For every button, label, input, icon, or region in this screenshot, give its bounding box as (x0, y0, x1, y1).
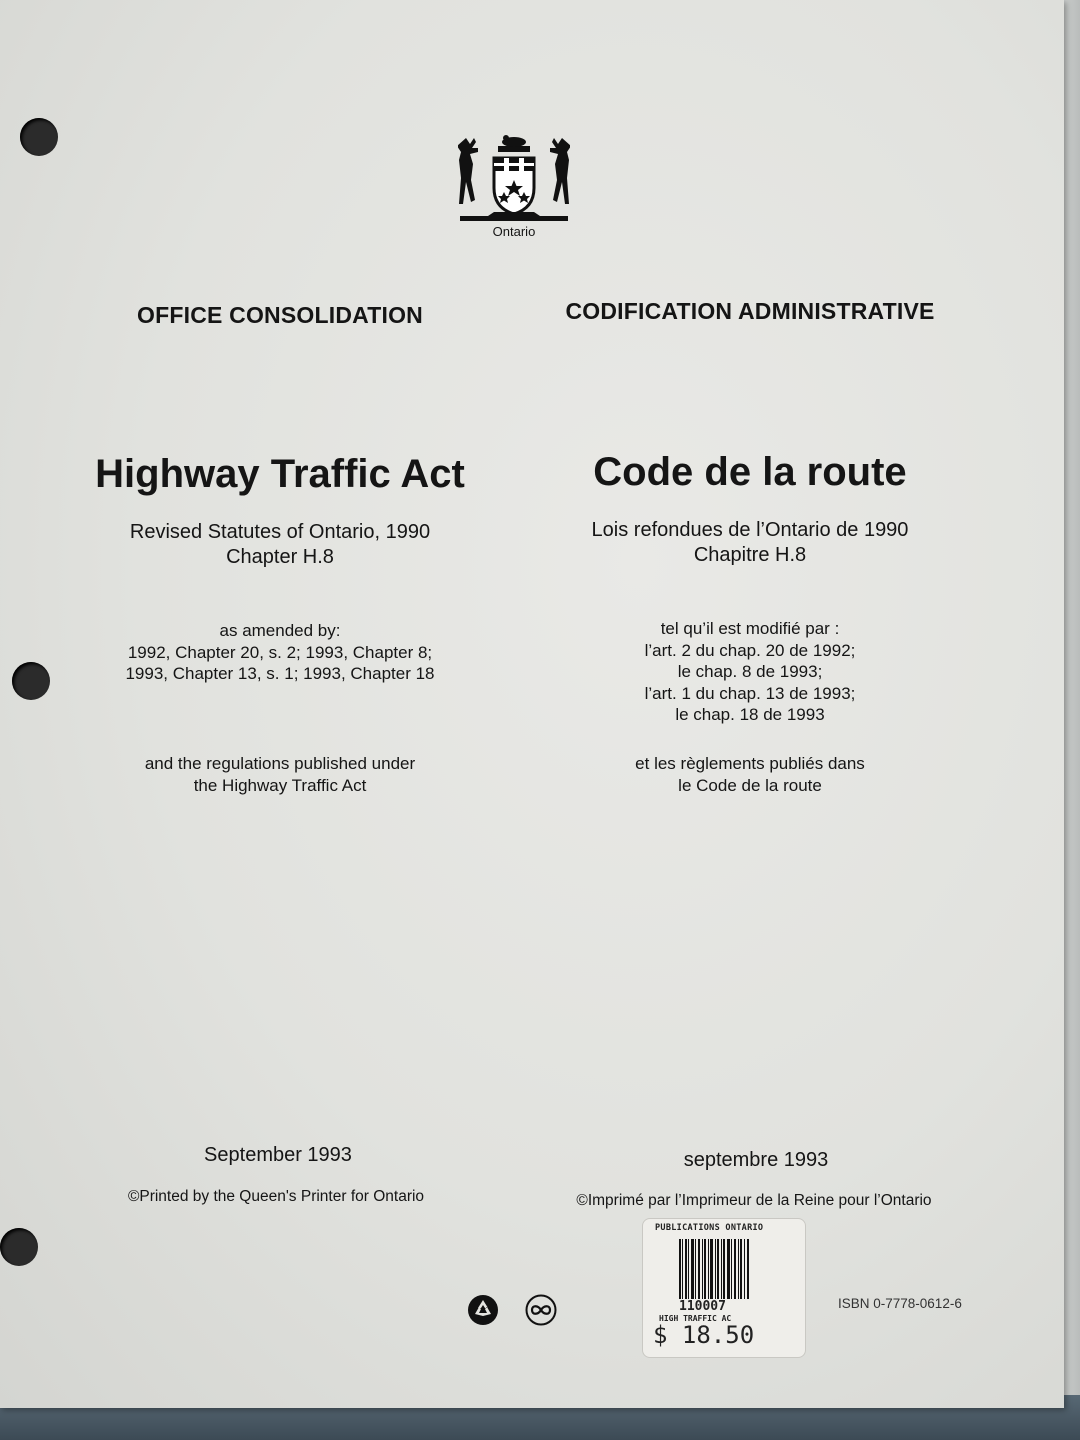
english-printer-credit: ©Printed by the Queen's Printer for Ontario (127, 1188, 425, 1205)
english-amended-line: 1992, Chapter 20, s. 2; 1993, Chapter 8; (127, 642, 433, 662)
infinity-icon (525, 1294, 557, 1326)
crest-label: Ontario (492, 224, 536, 239)
french-title: Code de la route (593, 450, 907, 494)
english-header: OFFICE CONSOLIDATION (137, 302, 423, 328)
french-date: septembre 1993 (683, 1149, 829, 1171)
english-statute-line: Revised Statutes of Ontario, 1990 (129, 521, 431, 543)
english-statute (60, 520, 500, 570)
french-regulations-note (530, 753, 970, 796)
french-regs-line: et les règlements publiés dans (635, 754, 865, 773)
french-amended-line: l’art. 2 du chap. 20 de 1992; (644, 640, 856, 660)
english-regs-line: the Highway Traffic Act (193, 775, 367, 795)
french-chapter-line: Chapitre H.8 (693, 544, 807, 566)
sticker-item-number: 110007 (679, 1299, 726, 1314)
english-date: September 1993 (204, 1144, 352, 1166)
english-title: Highway Traffic Act (95, 452, 465, 496)
french-amended-line: l’art. 1 du chap. 13 de 1993; (644, 683, 856, 703)
french-header: CODIFICATION ADMINISTRATIVE (565, 298, 935, 324)
french-amended-line: le chap. 18 de 1993 (675, 705, 825, 724)
english-amendments (60, 620, 500, 685)
barcode (679, 1239, 751, 1299)
binder-hole (0, 1228, 38, 1266)
recycle-icon (467, 1294, 499, 1326)
english-regs-line: and the regulations published under (144, 754, 416, 773)
french-amended-heading: tel qu’il est modifié par : (660, 619, 840, 638)
french-amendments (530, 618, 970, 726)
binder-hole (20, 118, 58, 156)
french-amended-line: le chap. 8 de 1993; (677, 662, 823, 681)
binder-hole (12, 662, 50, 700)
sticker-item-name: HIGH TRAFFIC AC (659, 1314, 732, 1323)
english-amended-heading: as amended by: (219, 621, 341, 640)
price-sticker (642, 1218, 806, 1358)
ontario-coat-of-arms-logo (458, 126, 570, 238)
french-printer-credit: ©Imprimé par l’Imprimeur de la Reine pour l’Ontario (576, 1192, 932, 1209)
english-chapter-line: Chapter H.8 (226, 546, 334, 568)
french-regs-line: le Code de la route (678, 775, 822, 795)
french-statute (530, 518, 970, 568)
sticker-publisher: PUBLICATIONS ONTARIO (655, 1223, 764, 1233)
english-regulations-note (60, 753, 500, 796)
french-statute-line: Lois refondues de l’Ontario de 1990 (591, 519, 909, 541)
sticker-price: $ 18.50 (653, 1321, 755, 1349)
isbn-number: ISBN 0-7778-0612-6 (838, 1296, 962, 1311)
english-amended-line: 1993, Chapter 13, s. 1; 1993, Chapter 18 (125, 664, 435, 683)
